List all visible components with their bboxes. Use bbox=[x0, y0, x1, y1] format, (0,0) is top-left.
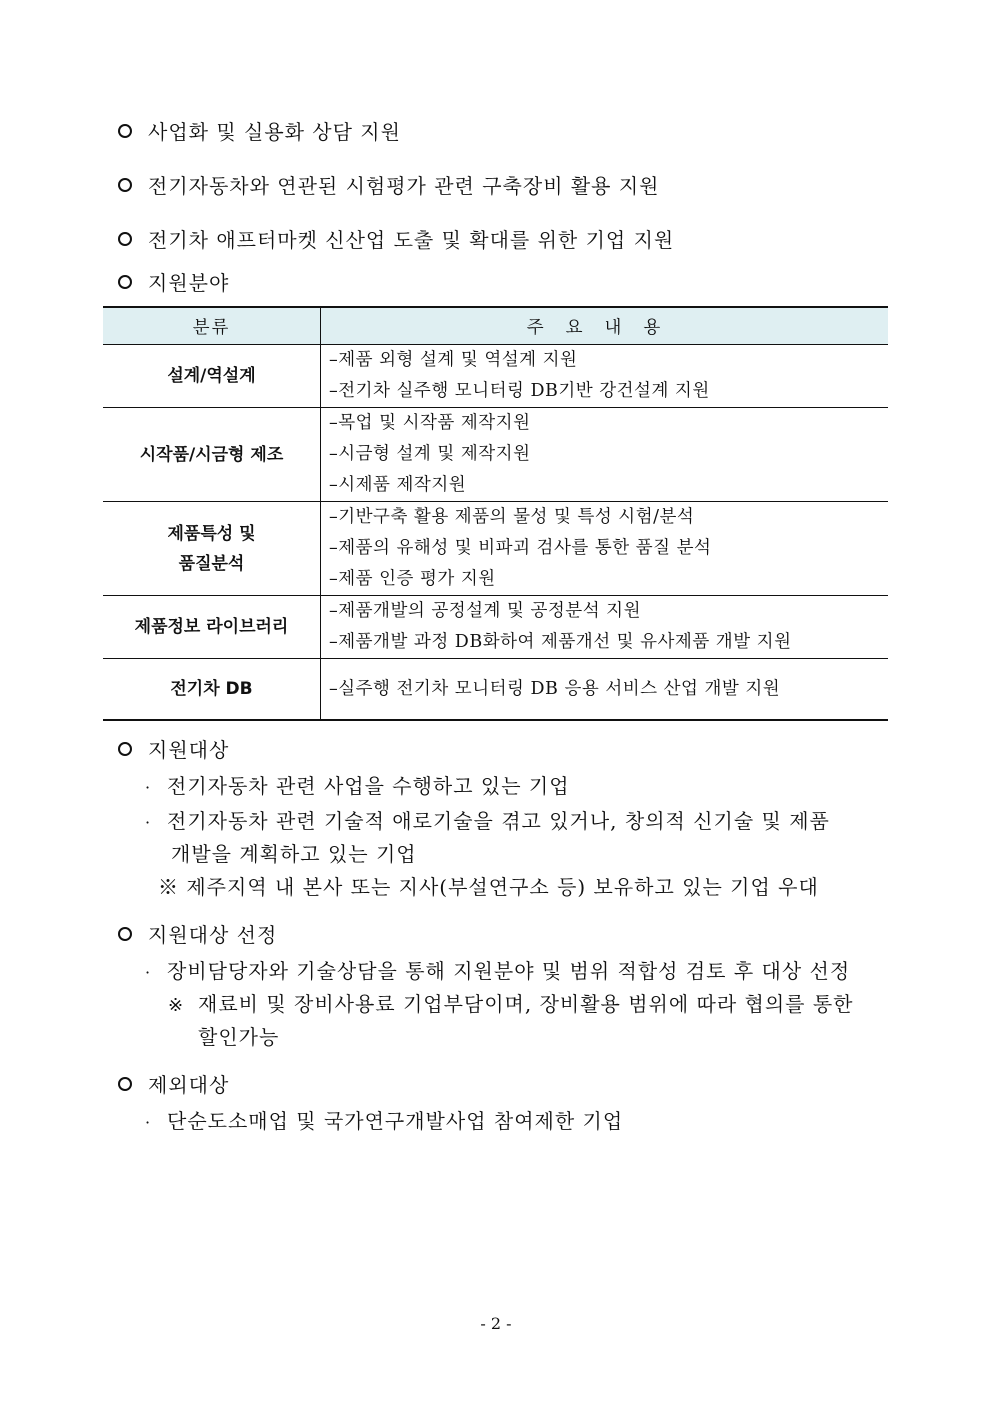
list-item-text: 전기자동차 관련 기술적 애로기술을 겪고 있거나, 창의적 신기술 및 제품 bbox=[167, 809, 830, 833]
list-item-text: 개발을 계획하고 있는 기업 bbox=[171, 842, 417, 866]
list-item-text: 단순도소매업 및 국가연구개발사업 참여제한 기업 bbox=[167, 1109, 624, 1133]
note-text: 재료비 및 장비사용료 기업부담이며, 장비활용 범위에 따라 협의를 통한 bbox=[198, 992, 854, 1016]
category-label: 제품정보 라이브러리 bbox=[134, 617, 289, 637]
table-row bbox=[103, 408, 888, 502]
table-cell-category bbox=[103, 659, 321, 721]
content-item: –시금형 설계 및 제작지원 bbox=[329, 444, 531, 464]
category-label: 설계/역설계 bbox=[167, 366, 256, 386]
table-cell-content bbox=[321, 596, 889, 659]
content-item: –실주행 전기차 모니터링 DB 응용 서비스 산업 개발 지원 bbox=[329, 678, 781, 699]
table-cell-category bbox=[103, 502, 321, 596]
circle-bullet-icon bbox=[118, 742, 132, 756]
content-item: –제품 인증 평가 지원 bbox=[329, 569, 496, 589]
content-item: –제품개발 과정 DB화하여 제품개선 및 유사제품 개발 지원 bbox=[329, 632, 792, 652]
list-item bbox=[145, 805, 830, 834]
circle-bullet-icon bbox=[118, 1077, 132, 1091]
section-title: 제외대상 bbox=[148, 1073, 230, 1097]
support-field-table bbox=[103, 306, 888, 721]
bullet-item bbox=[118, 116, 401, 145]
bullet-text: 지원분야 bbox=[148, 271, 230, 295]
table-cell-content bbox=[321, 408, 889, 502]
bullet-text: 전기자동차와 연관된 시험평가 관련 구축장비 활용 지원 bbox=[148, 174, 660, 198]
list-item-text: 장비담당자와 기술상담을 통해 지원분야 및 범위 적합성 검토 후 대상 선정 bbox=[167, 959, 851, 983]
content-item: –제품 외형 설계 및 역설계 지원 bbox=[329, 350, 578, 370]
section-heading-exclusion bbox=[118, 1069, 229, 1098]
table-header-category: 분류 bbox=[103, 307, 321, 345]
bullet-text: 전기차 애프터마켓 신산업 도출 및 확대를 위한 기업 지원 bbox=[148, 228, 675, 252]
category-label: 전기차 DB bbox=[170, 679, 253, 699]
circle-bullet-icon bbox=[118, 232, 132, 246]
list-item-text: 전기자동차 관련 사업을 수행하고 있는 기업 bbox=[167, 774, 570, 798]
note-continuation bbox=[198, 1021, 279, 1050]
list-item bbox=[145, 1105, 623, 1134]
table-cell-content bbox=[321, 345, 889, 408]
table-cell-content bbox=[321, 659, 889, 721]
dot-bullet-icon: · bbox=[145, 778, 152, 797]
table-cell-category bbox=[103, 408, 321, 502]
content-item: –전기차 실주행 모니터링 DB기반 강건설계 지원 bbox=[329, 381, 710, 401]
circle-bullet-icon bbox=[118, 927, 132, 941]
table-row bbox=[103, 345, 888, 408]
bullet-text: 사업화 및 실용화 상담 지원 bbox=[148, 120, 401, 144]
category-label: 시작품/시금형 제조 bbox=[139, 444, 284, 465]
dot-bullet-icon: · bbox=[145, 963, 152, 982]
page-number: - 2 - bbox=[480, 1314, 512, 1333]
content-item: –제품개발의 공정설계 및 공정분석 지원 bbox=[329, 601, 641, 621]
bullet-item bbox=[118, 267, 229, 296]
table-cell-category bbox=[103, 596, 321, 659]
section-heading-selection bbox=[118, 919, 277, 948]
bullet-item bbox=[118, 224, 674, 253]
table-row bbox=[103, 659, 888, 721]
section-title: 지원대상 bbox=[148, 738, 230, 762]
table-row bbox=[103, 502, 888, 596]
circle-bullet-icon bbox=[118, 178, 132, 192]
content-item: –기반구축 활용 제품의 물성 및 특성 시험/분석 bbox=[329, 507, 695, 527]
reference-mark: ※ bbox=[168, 995, 185, 1016]
bullet-item bbox=[118, 170, 660, 199]
circle-bullet-icon bbox=[118, 124, 132, 138]
content-item: –제품의 유해성 및 비파괴 검사를 통한 품질 분석 bbox=[329, 538, 712, 558]
list-item bbox=[145, 955, 850, 984]
table-cell-category bbox=[103, 345, 321, 408]
table-cell-content bbox=[321, 502, 889, 596]
circle-bullet-icon bbox=[118, 275, 132, 289]
list-item-continuation bbox=[171, 838, 417, 867]
category-label: 제품특성 및 bbox=[167, 523, 256, 544]
table-row bbox=[103, 596, 888, 659]
content-item: –시제품 제작지원 bbox=[329, 475, 467, 495]
note bbox=[168, 988, 854, 1017]
section-title: 지원대상 선정 bbox=[148, 923, 278, 947]
table-header-content: 주요내용 bbox=[321, 307, 889, 345]
category-label: 품질분석 bbox=[178, 553, 245, 574]
dot-bullet-icon: · bbox=[145, 1113, 152, 1132]
section-heading-target bbox=[118, 734, 229, 763]
list-item bbox=[145, 770, 570, 799]
content-item: –목업 및 시작품 제작지원 bbox=[329, 413, 531, 433]
note bbox=[158, 871, 819, 900]
note-text: ※ 제주지역 내 본사 또는 지사(부설연구소 등) 보유하고 있는 기업 우대 bbox=[158, 875, 819, 899]
dot-bullet-icon: · bbox=[145, 813, 152, 832]
note-text: 할인가능 bbox=[198, 1025, 280, 1049]
